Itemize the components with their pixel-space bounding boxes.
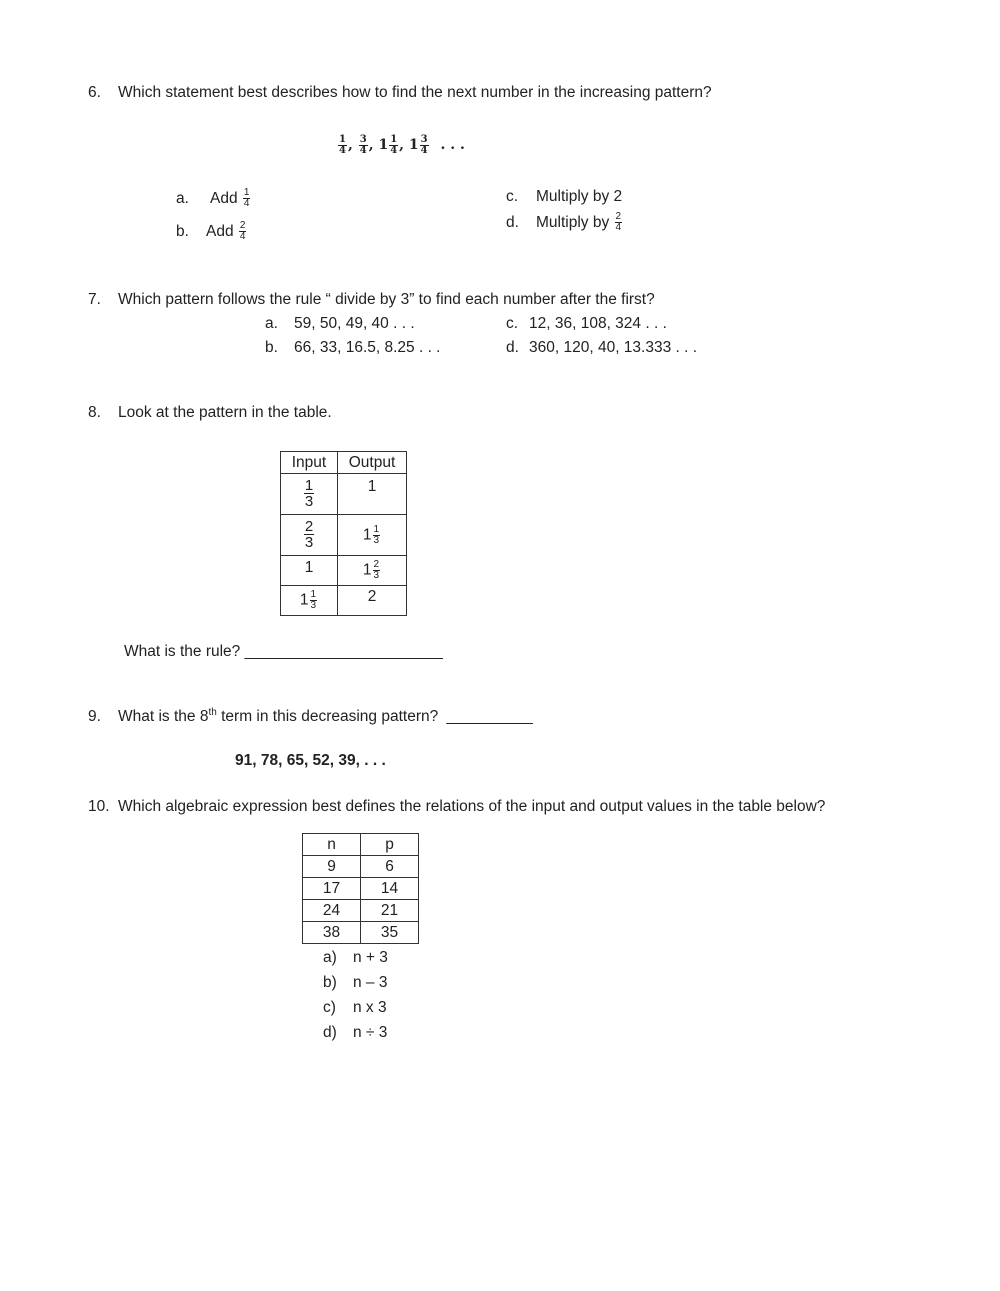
option-letter: d. [506, 214, 519, 231]
option-7a[interactable] [265, 314, 415, 334]
table-row [281, 556, 407, 586]
option-letter: c. [506, 188, 519, 205]
table-row [281, 586, 407, 616]
option-text: Add [210, 190, 238, 207]
question-text: Which statement best describes how to find the next number in the increasing pattern? [118, 84, 712, 101]
option-text: Add [206, 223, 234, 240]
table-cell: 38 [303, 922, 361, 944]
question-number: 10. [88, 798, 110, 815]
table-cell: 21 [361, 900, 419, 922]
question-10 [88, 797, 825, 817]
option-text: n ÷ 3 [353, 1024, 388, 1041]
table-cell-input: $\frac{1}{3}$ [281, 474, 338, 515]
option-6c[interactable] [506, 187, 622, 207]
option-text: n – 3 [353, 974, 388, 991]
table-row [281, 474, 407, 515]
sequence-term: $\frac{3}{4}$ [420, 133, 428, 156]
question-9 [88, 703, 533, 727]
table-cell: 17 [303, 878, 361, 900]
option-letter: a) [323, 949, 337, 966]
table-row [303, 900, 419, 922]
option-text: 12, 36, 108, 324 . . . [529, 315, 667, 332]
option-text: 59, 50, 49, 40 . . . [294, 315, 415, 332]
option-text: n x 3 [353, 999, 387, 1016]
question-number: 8. [88, 404, 101, 421]
question-number: 6. [88, 84, 101, 101]
question-text-end: term in this decreasing pattern? [216, 708, 439, 726]
option-text: Multiply by [536, 214, 610, 231]
option-letter: b. [176, 223, 189, 240]
table-cell-output: 2 [338, 586, 407, 616]
table-cell-output: 1 $\frac{2}{3}$ [338, 556, 407, 586]
option-text: Multiply by 2 [536, 188, 623, 205]
option-7b[interactable] [265, 338, 441, 358]
decreasing-sequence: 91, 78, 65, 52, 39, . . . [235, 752, 386, 769]
option-10d[interactable] [323, 1023, 387, 1043]
rule-prompt [124, 642, 443, 662]
option-7c[interactable] [506, 314, 667, 334]
option-10c[interactable] [323, 998, 387, 1018]
table-cell-input: 1 $\frac{1}{3}$ [281, 586, 338, 616]
table-cell: 14 [361, 878, 419, 900]
sequence-term-whole: 1 [408, 137, 419, 153]
option-letter: c) [323, 999, 336, 1016]
option-6d[interactable] [506, 210, 623, 236]
question-7 [88, 290, 655, 310]
sequence-term: $\frac{3}{4}$ [359, 133, 367, 156]
option-letter: a. [176, 190, 189, 207]
table-cell-input: $\frac{2}{3}$ [281, 515, 338, 556]
option-letter: d. [506, 339, 519, 356]
option-text: n + 3 [353, 949, 388, 966]
table-cell-output: 1 $\frac{1}{3}$ [338, 515, 407, 556]
sequence-term: $\frac{1}{4}$ [339, 133, 346, 156]
sequence-term-whole: 1 [378, 137, 389, 153]
table-row [303, 922, 419, 944]
question-6 [88, 83, 712, 103]
sequence-term: $\frac{1}{4}$ [390, 133, 398, 156]
rule-prompt-text: What is the rule? [124, 643, 241, 660]
question-text: Look at the pattern in the table. [118, 404, 332, 421]
question-number: 9. [88, 708, 101, 726]
option-10b[interactable] [323, 973, 387, 993]
option-fraction: $\frac{1}{4}$ [243, 187, 250, 210]
ordinal-suffix: th [208, 707, 217, 718]
table-cell-input: 1 [281, 556, 338, 586]
question-8 [88, 403, 332, 423]
option-fraction: $\frac{2}{4}$ [615, 211, 622, 234]
table-row [303, 878, 419, 900]
table-cell: 24 [303, 900, 361, 922]
option-letter: b) [323, 974, 337, 991]
question-text: Which pattern follows the rule “ divide by 3” to find each number after the first? [118, 291, 655, 308]
table-cell: 35 [361, 922, 419, 944]
option-text: 360, 120, 40, 13.333 . . . [529, 339, 698, 356]
option-6b[interactable] [176, 219, 247, 245]
table-cell-output: 1 [338, 474, 407, 515]
option-fraction: $\frac{2}{4}$ [239, 220, 246, 243]
table-cell: 9 [303, 856, 361, 878]
n-p-table [302, 833, 419, 944]
answer-blank[interactable]: __________ [446, 708, 533, 726]
table-row [303, 856, 419, 878]
sequence-ellipsis: . . . [440, 137, 465, 153]
option-6a[interactable] [176, 186, 251, 212]
rule-answer-blank[interactable]: _______________________ [244, 643, 443, 660]
option-letter: d) [323, 1024, 337, 1041]
option-text: 66, 33, 16.5, 8.25 . . . [294, 339, 441, 356]
fraction-sequence: $\frac{1}{4}$ , $\frac{3}{4}$ , 1 $\frac{1}{4}$ , 1 $\frac{3}{4}$ . . . [339, 133, 465, 156]
option-letter: c. [506, 315, 519, 332]
option-7d[interactable] [506, 338, 697, 358]
question-number: 7. [88, 291, 101, 308]
table-header: Input [281, 452, 338, 474]
table-header: p [361, 834, 419, 856]
table-header: n [303, 834, 361, 856]
table-row [281, 515, 407, 556]
option-letter: b. [265, 339, 278, 356]
option-letter: a. [265, 315, 278, 332]
question-text: Which algebraic expression best defines the relations of the input and output values in the table below? [118, 798, 826, 815]
table-cell: 6 [361, 856, 419, 878]
option-10a[interactable] [323, 948, 388, 968]
question-text: What is the 8 [118, 708, 209, 726]
input-output-table [280, 451, 407, 616]
table-header: Output [338, 452, 407, 474]
